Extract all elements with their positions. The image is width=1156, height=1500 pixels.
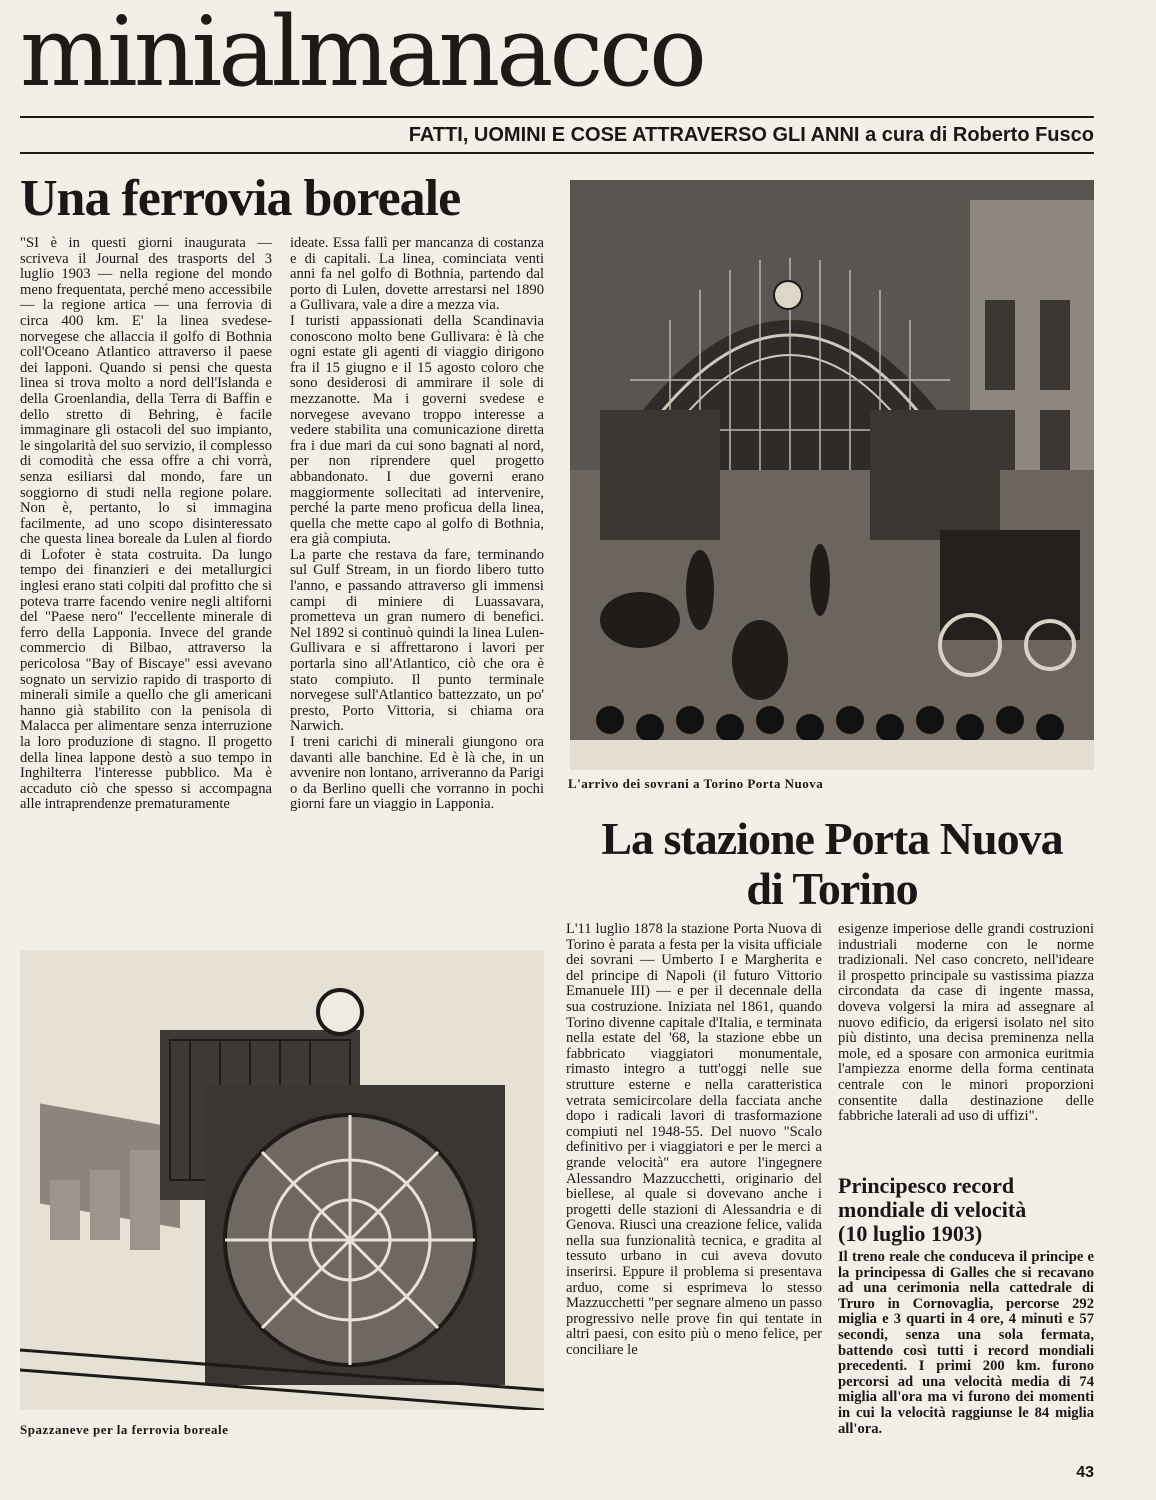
article1-title: Una ferrovia boreale	[20, 170, 461, 227]
masthead-rule-bottom	[20, 152, 1094, 154]
article1-column-2	[290, 236, 544, 813]
article1-column-1	[20, 236, 272, 813]
snowplow-engraving	[20, 950, 544, 1410]
article1-col2-p4: I treni carichi di minerali giungono ora davanti alle banchine. Ed è là che, in un avvenire non lontano, arriveranno da Parigi o da Berlino quelli che vorranno in pochi giorni fare un viaggio in Lapponia.	[290, 734, 544, 813]
sidebar-title	[838, 1174, 1094, 1246]
article2-column-1	[566, 922, 822, 1359]
porta-nuova-illustration	[570, 180, 1094, 770]
porta-nuova-caption: L'arrivo dei sovrani a Torino Porta Nuova	[568, 776, 824, 791]
masthead-subtitle	[20, 124, 1094, 147]
article1-col2-p2: I turisti appassionati della Scandinavia conoscono molto bene Gullivara: è là che ogni estate gli agenti di viaggio dirigono fra il 15 giugno e il 15 agosto coloro che sono desiderosi di ammirare il sole di mezzanotte. Ma i governi svedese e norvegese avevano troppo interesse a vedere stabilita una comunicazione diretta fra i due mari da cui sono bagnati al nord, per non riprendere quel progetto abbandonato. I due governi erano maggiormente sollecitati ad intervenire, perché la parte meno proficua della linea, quella che mette capo al golfo di Bothnia, era già compiuta.	[290, 312, 544, 548]
article1-col2-p1: ideate. Essa fallì per mancanza di costanza e di capitali. La linea, cominciata venti anni fa nel golfo di Bothnia, partendo dal porto di Lulen, dovette arrestarsi nel 1890 a Gullivara, vale a dire a mezza via.	[290, 235, 544, 314]
article1-col1-text: "SI è in questi giorni inaugurata — scriveva il Journal des trasports del 3 luglio 1903 — nella regione del mondo meno frequentata, perché meno accessibile — la regione artica — una ferrovia di circa 400 km. E' la linea svedese-norvegese che allaccia il golfo di Bothnia coll'Oceano Atlantico attraverso il paese dei lapponi. Quando si pensi che questa linea si trova molto a nord dell'Islanda e della Groenlandia, della Terra di Baffin e dello stretto di Behring, è facile immaginare gli ostacoli del suo impianto, le singolarità del suo servizio, il complesso di comodità che essa offre a chi vorrà, senza esiliarsi dal mondo, fare un soggiorno di studi nella regione polare. Non è, pertanto, lo si immagina facilmente, ad uno scopo disinteressato che questa linea boreale da Lulen al fiordo di Lofoter è stata costruita. Da lungo tempo dei finanzieri e dei metallurgici inglesi erano stati colpiti dal profitto che si poteva trarre facendo venire negli altiforni del "Paese nero" l'eccellente minerale di ferro della Lapponia. Invece del grande commercio di Bilbao, attraverso la pericolosa "Bay of Biscaye" essi avevano sognato un servizio rapido di trasporto di minerali simile a quello che gli americani hanno già stabilito con la penisola di Malacca per alimentare senza interruzione la loro produzione di stagno. Il progetto della linea lappone destò a suo tempo in Inghilterra l'interesse pubblico. Ma è accaduto ciò che spesso si accompagna alle intraprendenze prematuramente	[20, 235, 272, 813]
masthead-rule-top	[20, 116, 1094, 118]
sidebar-title-line1: Principesco record	[838, 1173, 1015, 1198]
subtitle-text: FATTI, UOMINI E COSE ATTRAVERSO GLI ANNI	[408, 124, 860, 146]
porta-nuova-engraving	[570, 180, 1094, 770]
page-number: 43	[1076, 1464, 1094, 1481]
sidebar-body: Il treno reale che conduceva il principe e la principessa di Galles che si recavano ad una cerimonia nella cattedrale di Truro in Cornovaglia, percorse 292 miglia e 3 quarti in 4 ore, 4 minuti e 57 secondi, senza una sola fermata, battendo così tutti i record mondiali precedenti. I primi 200 km. furono percorsi ad una velocità media di 74 miglia all'ora ma vi furono dei momenti in cui la velocità raggiunse le 84 miglia all'ora.	[838, 1249, 1094, 1437]
snowplow-illustration	[20, 950, 544, 1410]
sidebar-title-line3: (10 luglio 1903)	[838, 1221, 983, 1246]
article2-title-line1: La stazione Porta Nuova	[601, 813, 1063, 864]
article1-col2-p3: La parte che restava da fare, terminando sul Gulf Stream, in un fiordo libero tutto l'anno, e passando attraverso gli immensi campi di miniere di Luassavara, prometteva un gran numero di benefici. Nel 1892 si continuò quindi la linea Lulen-Gullivara e si affrettarono i lavori per portarla sino all'Atlantico, ciò che ora è stato compiuto. Il punto terminale norvegese sull'Atlantico battezzato, un po' presto, Porto Vittoria, si chiama ora Narwich.	[290, 546, 544, 735]
article2-title-line2: di Torino	[746, 863, 918, 914]
masthead-title: minialmanacco	[20, 0, 703, 108]
curator-text: a cura di Roberto Fusco	[865, 124, 1094, 146]
article2-col2-text: esigenze imperiose delle grandi costruzioni industriali moderne con le norme tradizionali. Nel caso concreto, nell'ideare il prospetto principale su vastissima piazza circondata da case di ingente massa, doveva volgersi la mira ad assegnare al nuovo edificio, da erigersi isolato nel sito più distinto, una decisa preminenza nella mole, ed a sposare con armonica euritmia l'ampiezza enorme della forma centinata centrale con le minori proporzioni consentite dalla destinazione delle fabbriche laterali ad uso di uffizi".	[838, 921, 1094, 1125]
article2-column-2	[838, 922, 1094, 1125]
article2-col1-text: L'11 luglio 1878 la stazione Porta Nuova di Torino è parata a festa per la visita ufficiale dei sovrani — Umberto I e Margherita e del principe di Napoli (il futuro Vittorio Emanuele III) — e per il decennale della sua costruzione. Iniziata nel 1861, quando Torino divenne capitale d'Italia, e terminata nella estate del '68, la stazione ebbe un fabbricato viaggiatori monumentale, rimasto integro a tutt'oggi nelle sue strutture esterne e nella caratteristica vetrata semicircolare della facciata anche dopo i radicali lavori di trasformazione compiuti nel 1948-55. Del nuovo "Scalo definitivo per i viaggiatori e per le merci a grande velocità" era autore l'ingegnere Alessandro Mazzucchetti, originario del biellese, al quale si dovevano anche i progetti delle stazioni di Alessandria e di Genova. Riuscì una creazione felice, valida nella sua funzionalità tecnica, e gradita al tessuto urbano in cui aveva dovuto inserirsi. Eppure il problema si presentava arduo, come si esprimeva lo stesso Mazzucchetti "per segnare almeno un passo progressivo nelle prove fin qui tentate in altri paesi, con esito più o meno felice, per conciliare le	[566, 921, 822, 1359]
snowplow-caption: Spazzaneve per la ferrovia boreale	[20, 1422, 229, 1437]
sidebar-title-line2: mondiale di velocità	[838, 1197, 1027, 1222]
article2-title	[570, 814, 1094, 914]
